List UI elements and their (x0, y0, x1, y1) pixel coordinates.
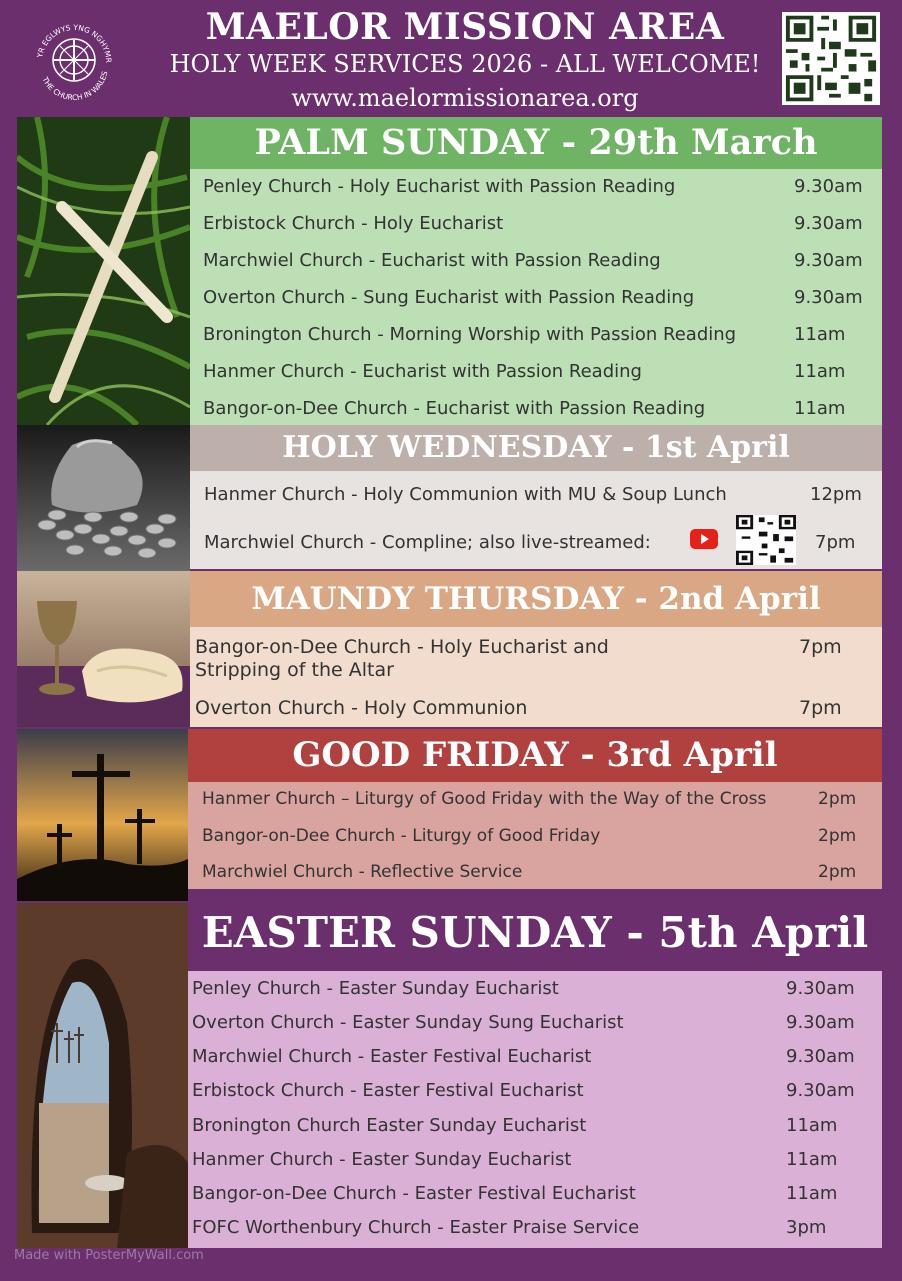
watermark: Made with PosterMyWall.com (14, 1248, 204, 1263)
service-time: 7pm (799, 697, 842, 719)
youtube-icon[interactable] (690, 529, 718, 549)
good-friday-heading: GOOD FRIDAY - 3rd April (188, 729, 882, 782)
service-time: 9.30am (794, 287, 863, 308)
list-item: Overton Church - Holy Communion (195, 697, 528, 719)
list-item: Bangor-on-Dee Church - Easter Festival Eucharist (192, 1183, 636, 1204)
list-item: Marchwiel Church - Easter Festival Eucharist (192, 1046, 592, 1067)
service-time: 11am (794, 361, 846, 382)
list-item: Overton Church - Sung Eucharist with Passion Reading (203, 287, 695, 308)
service-time: 9.30am (786, 978, 855, 999)
website-link[interactable]: www.maelormissionarea.org (291, 84, 639, 112)
list-item: Hanmer Church - Eucharist with Passion Reading (203, 361, 642, 382)
service-time: 2pm (818, 789, 857, 809)
service-time: 9.30am (794, 250, 863, 271)
palm-cross-image (17, 117, 190, 425)
list-item: Bangor-on-Dee Church - Eucharist with Passion Reading (203, 398, 706, 419)
service-time: 9.30am (786, 1012, 855, 1033)
list-item-line2: Stripping of the Altar (195, 659, 394, 681)
list-item: Hanmer Church - Holy Communion with MU & Soup Lunch (204, 484, 727, 505)
list-item: Marchwiel Church - Reflective Service (202, 862, 523, 882)
list-item: Hanmer Church – Liturgy of Good Friday with the Way of the Cross (202, 789, 767, 809)
service-time: 7pm (799, 636, 842, 658)
service-time: 9.30am (794, 176, 863, 197)
service-time: 3pm (786, 1217, 827, 1238)
three-crosses-image (17, 729, 188, 901)
list-item: FOFC Worthenbury Church - Easter Praise Service (192, 1217, 640, 1238)
silver-coins-image (17, 425, 190, 571)
qr-code-small-icon[interactable] (736, 515, 796, 565)
church-in-wales-logo (28, 16, 120, 108)
service-time: 11am (786, 1183, 838, 1204)
service-time: 2pm (818, 862, 857, 882)
list-item: Bangor-on-Dee Church - Liturgy of Good Friday (202, 826, 601, 846)
qr-code-icon[interactable] (782, 12, 880, 105)
list-item: Bronington Church - Morning Worship with Passion Reading (203, 324, 737, 345)
service-time: 7pm (815, 532, 856, 553)
service-time: 11am (794, 398, 846, 419)
list-item-line1: Bangor-on-Dee Church - Holy Eucharist and (195, 636, 609, 658)
list-item: Penley Church - Easter Sunday Eucharist (192, 978, 559, 999)
list-item: Penley Church - Holy Eucharist with Passion Reading (203, 176, 676, 197)
chalice-bread-image (17, 571, 190, 727)
list-item: Erbistock Church - Easter Festival Eucharist (192, 1080, 584, 1101)
easter-sunday-heading: EASTER SUNDAY - 5th April (201, 908, 869, 957)
list-item: Marchwiel Church - Eucharist with Passion Reading (203, 250, 661, 271)
service-time: 2pm (818, 826, 857, 846)
service-time: 11am (786, 1115, 838, 1136)
service-time: 9.30am (794, 213, 863, 234)
list-item: Hanmer Church - Easter Sunday Eucharist (192, 1149, 572, 1170)
service-time: 9.30am (786, 1080, 855, 1101)
palm-sunday-heading: PALM SUNDAY - 29th March (190, 117, 882, 169)
service-time: 9.30am (786, 1046, 855, 1067)
service-time: 12pm (810, 484, 862, 505)
list-item: Overton Church - Easter Sunday Sung Eucharist (192, 1012, 624, 1033)
logo-text-top: YR EGLWYS YNG NGHYMR (35, 22, 114, 64)
list-item: Bronington Church Easter Sunday Eucharist (192, 1115, 587, 1136)
list-item: Marchwiel Church - Compline; also live-streamed: (204, 532, 651, 553)
page-subtitle: HOLY WEEK SERVICES 2026 - ALL WELCOME! (169, 50, 761, 78)
service-time: 11am (794, 324, 846, 345)
page-title: MAELOR MISSION AREA (205, 6, 725, 48)
service-time: 11am (786, 1149, 838, 1170)
list-item: Erbistock Church - Holy Eucharist (203, 213, 504, 234)
maundy-thursday-heading: MAUNDY THURSDAY - 2nd April (190, 571, 882, 627)
logo-text-bottom: THE CHURCH IN WALES (40, 70, 110, 103)
empty-tomb-image (17, 903, 188, 1248)
holy-wednesday-heading: HOLY WEDNESDAY - 1st April (190, 425, 882, 471)
